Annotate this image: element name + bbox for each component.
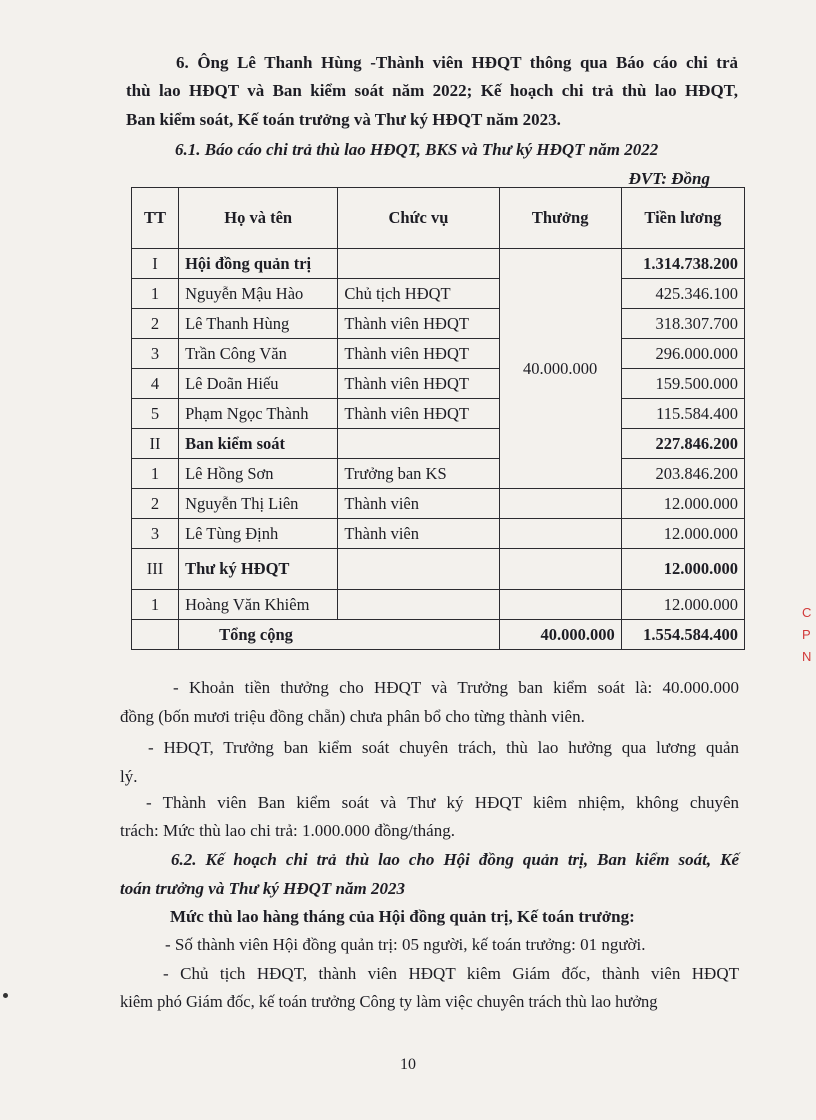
row-role xyxy=(338,429,499,459)
header-bonus: Thưởng xyxy=(499,188,621,249)
row-role xyxy=(338,549,499,590)
table-row xyxy=(132,339,745,369)
row-tt: II xyxy=(132,429,179,459)
note-1-line-2: đồng (bốn mươi triệu đồng chẵn) chưa phân bổ cho từng thành viên. xyxy=(120,707,585,726)
stamp-letter: C xyxy=(802,605,812,620)
table-row xyxy=(132,249,745,279)
table-row xyxy=(132,489,745,519)
note-2-line-1: - HĐQT, Trưởng ban kiểm soát chuyên trách, thù lao hưởng qua lương quản xyxy=(148,738,739,757)
row-salary: 203.846.200 xyxy=(621,459,744,489)
row-role: Thành viên HĐQT xyxy=(338,399,499,429)
stamp-letter: P xyxy=(802,627,811,642)
row-name: Lê Tùng Định xyxy=(179,519,338,549)
heading-line-1: 6. Ông Lê Thanh Hùng -Thành viên HĐQT thông qua Báo cáo chi trả xyxy=(176,53,738,72)
row-salary: 12.000.000 xyxy=(621,590,744,620)
shared-bonus-cell: 40.000.000 xyxy=(499,249,621,489)
page-number: 10 xyxy=(400,1056,416,1073)
row-tt: 3 xyxy=(132,339,179,369)
total-row xyxy=(132,620,745,650)
row-tt: 4 xyxy=(132,369,179,399)
row-salary: 115.584.400 xyxy=(621,399,744,429)
margin-stamp xyxy=(800,555,816,715)
table-row xyxy=(132,399,745,429)
table-row xyxy=(132,549,745,590)
note-1-line-1: - Khoản tiền thưởng cho HĐQT và Trưởng ban kiểm soát là: 40.000.000 xyxy=(173,678,739,697)
row-role xyxy=(338,249,499,279)
row-tt: 1 xyxy=(132,459,179,489)
row-salary: 12.000.000 xyxy=(621,489,744,519)
section-6-2-title-line-2: toán trưởng và Thư ký HĐQT năm 2023 xyxy=(120,879,405,898)
header-name: Họ và tên xyxy=(179,188,338,249)
section-6-2-title-line-1: 6.2. Kế hoạch chi trả thù lao cho Hội đồng quản trị, Ban kiểm soát, Kế xyxy=(171,850,739,869)
row-name: Thư ký HĐQT xyxy=(179,549,338,590)
row-salary: 227.846.200 xyxy=(621,429,744,459)
table-row xyxy=(132,279,745,309)
row-tt: 2 xyxy=(132,309,179,339)
row-name: Hoàng Văn Khiêm xyxy=(179,590,338,620)
row-role: Trưởng ban KS xyxy=(338,459,499,489)
row-tt: 5 xyxy=(132,399,179,429)
row-bonus xyxy=(499,519,621,549)
heading-line-3: Ban kiểm soát, Kế toán trưởng và Thư ký HĐQT năm 2023. xyxy=(126,110,561,129)
row-name: Ban kiểm soát xyxy=(179,429,338,459)
row-tt: III xyxy=(132,549,179,590)
row-salary: 12.000.000 xyxy=(621,519,744,549)
header-role: Chức vụ xyxy=(338,188,499,249)
row-salary: 1.314.738.200 xyxy=(621,249,744,279)
table-header-row xyxy=(132,188,745,249)
note-3-line-2: trách: Mức thù lao chi trả: 1.000.000 đồng/tháng. xyxy=(120,821,455,840)
row-tt: I xyxy=(132,249,179,279)
row-salary: 425.346.100 xyxy=(621,279,744,309)
row-name: Nguyễn Mậu Hào xyxy=(179,279,338,309)
section-6-1-title: 6.1. Báo cáo chi trả thù lao HĐQT, BKS và Thư ký HĐQT năm 2022 xyxy=(175,140,659,159)
table-row xyxy=(132,590,745,620)
table-row xyxy=(132,429,745,459)
table-row xyxy=(132,309,745,339)
row-bonus xyxy=(499,549,621,590)
table-row xyxy=(132,459,745,489)
unit-label: ĐVT: Đồng xyxy=(628,169,710,188)
total-tt xyxy=(132,620,179,650)
section-6-2-bullet-2-line-1: - Chủ tịch HĐQT, thành viên HĐQT kiêm Giám đốc, thành viên HĐQT xyxy=(163,964,739,983)
row-name: Lê Thanh Hùng xyxy=(179,309,338,339)
heading-line-2: thù lao HĐQT và Ban kiểm soát năm 2022; Kế hoạch chi trả thù lao HĐQT, xyxy=(126,81,738,100)
stamp-letter: N xyxy=(802,649,812,664)
total-bonus: 40.000.000 xyxy=(499,620,621,650)
table-row xyxy=(132,369,745,399)
row-salary: 296.000.000 xyxy=(621,339,744,369)
row-name: Lê Doãn Hiếu xyxy=(179,369,338,399)
row-salary: 12.000.000 xyxy=(621,549,744,590)
row-name: Phạm Ngọc Thành xyxy=(179,399,338,429)
row-role: Chủ tịch HĐQT xyxy=(338,279,499,309)
row-name: Trần Công Văn xyxy=(179,339,338,369)
total-label: Tổng cộng xyxy=(179,620,500,650)
table-row xyxy=(132,519,745,549)
section-6-2-bullet-1: - Số thành viên Hội đồng quản trị: 05 người, kế toán trưởng: 01 người. xyxy=(165,935,646,954)
row-tt: 2 xyxy=(132,489,179,519)
remuneration-table xyxy=(131,187,745,650)
scan-speck xyxy=(3,993,8,998)
note-3-line-1: - Thành viên Ban kiểm soát và Thư ký HĐQT kiêm nhiệm, không chuyên xyxy=(146,793,739,812)
row-salary: 318.307.700 xyxy=(621,309,744,339)
row-name: Lê Hồng Sơn xyxy=(179,459,338,489)
row-salary: 159.500.000 xyxy=(621,369,744,399)
section-6-2-subheading: Mức thù lao hàng tháng của Hội đồng quản trị, Kế toán trưởng: xyxy=(170,907,635,926)
total-salary: 1.554.584.400 xyxy=(621,620,744,650)
row-role xyxy=(338,590,499,620)
row-name: Hội đồng quản trị xyxy=(179,249,338,279)
row-tt: 3 xyxy=(132,519,179,549)
row-tt: 1 xyxy=(132,590,179,620)
header-salary: Tiền lương xyxy=(621,188,744,249)
row-bonus xyxy=(499,590,621,620)
row-role: Thành viên xyxy=(338,489,499,519)
row-role: Thành viên HĐQT xyxy=(338,309,499,339)
header-tt: TT xyxy=(132,188,179,249)
note-2-line-2: lý. xyxy=(120,767,138,786)
row-role: Thành viên HĐQT xyxy=(338,369,499,399)
row-bonus xyxy=(499,489,621,519)
row-role: Thành viên xyxy=(338,519,499,549)
row-tt: 1 xyxy=(132,279,179,309)
section-6-2-bullet-2-line-2: kiêm phó Giám đốc, kế toán trưởng Công ty làm việc chuyên trách thù lao hưởng xyxy=(120,992,658,1011)
row-name: Nguyễn Thị Liên xyxy=(179,489,338,519)
row-role: Thành viên HĐQT xyxy=(338,339,499,369)
